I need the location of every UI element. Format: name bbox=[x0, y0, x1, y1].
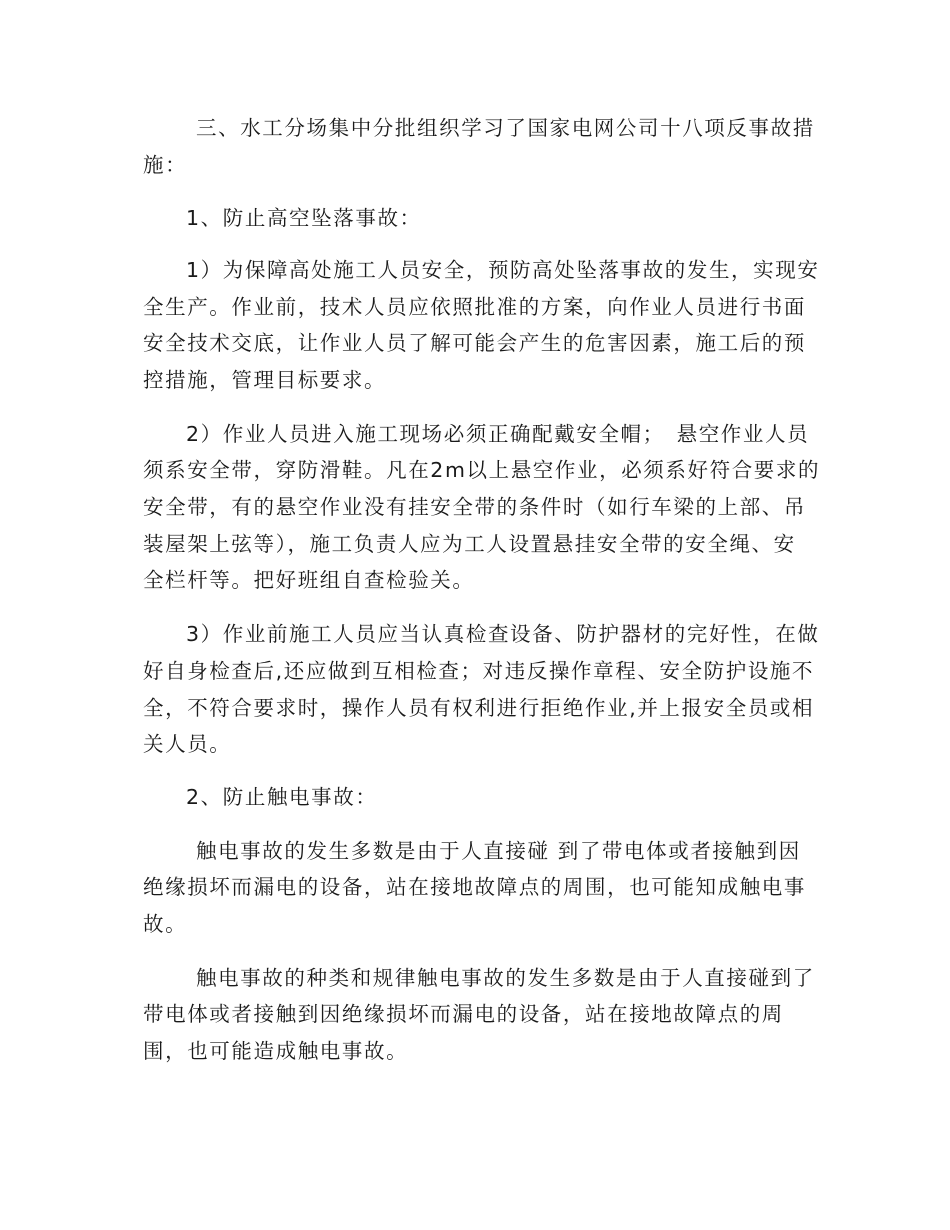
paragraph-line: 三、水工分场集中分批组织学习了国家电网公司十八项反事故措 bbox=[196, 116, 815, 140]
paragraph-line: 关人员。 bbox=[143, 732, 232, 756]
paragraph-line: 好自身检查后,还应做到互相检查；对违反操作章程、安全防护设施不 bbox=[143, 659, 815, 683]
paragraph-line: 安全技术交底，让作业人员了解可能会产生的危害因素，施工后的预 bbox=[143, 331, 806, 355]
paragraph-line: 3）作业前施工人员应当认真检查设备、防护器材的完好性，在做 bbox=[186, 622, 820, 646]
paragraph-line: 故。 bbox=[143, 912, 188, 936]
paragraph-line: 1、防止高空坠落事故： bbox=[186, 206, 422, 230]
paragraph-line: 带电体或者接触到因绝缘损坏而漏电的设备，站在接地故障点的周 bbox=[143, 1002, 784, 1026]
paragraph-line: 全，不符合要求时，操作人员有权利进行拒绝作业,并上报安全员或相 bbox=[143, 696, 815, 720]
paragraph-line: 须系安全带，穿防滑鞋。凡在2m以上悬空作业，必须系好符合要求的 bbox=[143, 458, 821, 482]
paragraph-line: 装屋架上弦等），施工负责人应为工人设置悬挂安全带的安全绳、安 bbox=[143, 532, 796, 556]
paragraph-line: 1）为保障高处施工人员安全，预防高处坠落事故的发生，实现安 bbox=[186, 258, 820, 282]
paragraph-line: 全栏杆等。把好班组自查检验关。 bbox=[143, 568, 475, 592]
paragraph-line: 触电事故的发生多数是由于人直接碰 到了带电体或者接触到因 bbox=[196, 839, 801, 863]
paragraph-line: 围，也可能造成触电事故。 bbox=[143, 1039, 409, 1063]
paragraph-line: 触电事故的种类和规律触电事故的发生多数是由于人直接碰到了 bbox=[196, 966, 815, 990]
paragraph-line: 2）作业人员进入施工现场必须正确配戴安全帽； 悬空作业人员 bbox=[186, 422, 810, 446]
paragraph-line: 2、防止触电事故： bbox=[186, 785, 378, 809]
paragraph-line: 控措施，管理目标要求。 bbox=[143, 368, 387, 392]
paragraph-line: 安全带，有的悬空作业没有挂安全带的条件时（如行车梁的上部、吊 bbox=[143, 495, 806, 519]
paragraph-line: 施： bbox=[143, 153, 188, 177]
paragraph-line: 全生产。作业前，技术人员应依照批准的方案，向作业人员进行书面 bbox=[143, 295, 806, 319]
paragraph-line: 绝缘损坏而漏电的设备，站在接地故障点的周围，也可能知成触电事 bbox=[143, 875, 806, 899]
